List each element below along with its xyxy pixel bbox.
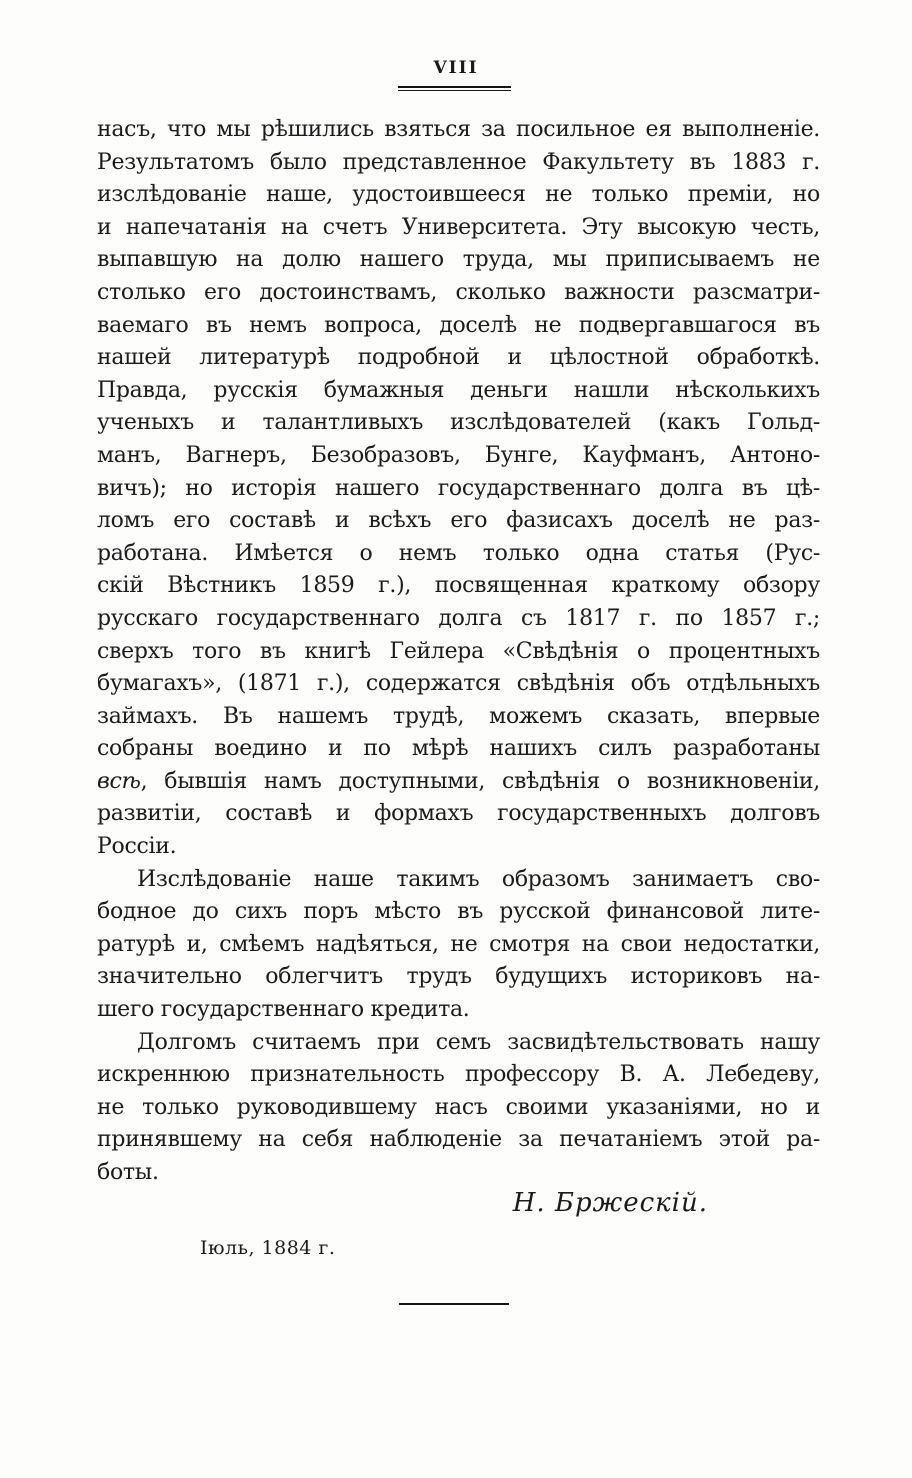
header-rule xyxy=(398,86,511,91)
text-line: сверхъ того въ книгѣ Гейлера «Свѣдѣнія о процентныхъ xyxy=(97,638,820,664)
text-line: и напечатанія на счетъ Университета. Эту высокую честь, xyxy=(97,214,820,240)
text-line: собраны воедино и по мѣрѣ нашихъ силъ разработаны xyxy=(97,736,820,762)
text-line: нашей литературѣ подробной и цѣлостной обработкѣ. xyxy=(97,345,820,371)
text-line: ученыхъ и талантливыхъ изслѣдователей (какъ Гольд- xyxy=(97,410,820,436)
text-line: столько его достоинствамъ, сколько важности разсматри- xyxy=(97,279,820,305)
text-line: искреннюю признательность профессору В. А. Лебедеву, xyxy=(97,1062,820,1088)
text-line-rest: , бывшія намъ доступными, свѣдѣнія о возникновеніи, xyxy=(140,768,820,794)
text-line: ратурѣ и, смѣемъ надѣяться, не смотря на свои недостатки, xyxy=(97,931,820,957)
text-line: не только руководившему насъ своими указаніями, но и xyxy=(97,1094,820,1120)
footer-rule xyxy=(399,1303,509,1305)
text-line: выпавшую на долю нашего труда, мы приписываемъ не xyxy=(97,247,820,273)
body-text xyxy=(97,114,820,1190)
text-line: боты. xyxy=(97,1160,159,1185)
page-number: VIII xyxy=(433,58,479,78)
text-line: ваемаго въ немъ вопроса, доселѣ не подвергавшагося въ xyxy=(97,312,820,338)
text-line: русскаго государственнаго долга съ 1817 г. по 1857 г.; xyxy=(97,605,820,631)
text-line: Правда, русскія бумажныя деньги нашли нѣсколькихъ xyxy=(97,377,820,403)
text-line: вичъ); но исторія нашего государственнаго долга въ цѣ- xyxy=(97,475,820,501)
publication-date: Іюль, 1884 г. xyxy=(200,1237,336,1259)
text-line: изслѣдованіе наше, удостоившееся не только преміи, но xyxy=(97,182,820,208)
text-line: значительно облегчитъ трудъ будущихъ историковъ на- xyxy=(97,964,820,990)
text-line: шего государственнаго кредита. xyxy=(97,997,470,1023)
text-line: принявшему на себя наблюденіе за печатаніемъ этой ра- xyxy=(97,1127,820,1153)
text-line xyxy=(97,766,820,799)
text-line: бумагахъ», (1871 г.), содержатся свѣдѣнія объ отдѣльныхъ xyxy=(97,671,820,697)
text-line: развитіи, составѣ и формахъ государственныхъ долговъ xyxy=(97,801,820,827)
text-line: бодное до сихъ поръ мѣсто въ русской финансовой лите- xyxy=(97,899,820,925)
text-line: насъ, что мы рѣшились взяться за посильное ея выполненіе. xyxy=(97,117,820,142)
author-signature: Н. Бржескій. xyxy=(512,1188,708,1218)
text-line: Результатомъ было представленное Факультету въ 1883 г. xyxy=(97,149,820,175)
text-line: манъ, Вагнеръ, Безобразовъ, Бунге, Кауфманъ, Антоно- xyxy=(97,442,820,468)
text-line: займахъ. Въ нашемъ трудѣ, можемъ сказать, впервые xyxy=(97,703,820,729)
text-line: Россіи. xyxy=(97,834,177,860)
emphasized-word: всѣ xyxy=(97,768,141,794)
text-line: Долгомъ считаемъ при семъ засвидѣтельствовать нашу xyxy=(137,1029,820,1055)
text-line: скій Вѣстникъ 1859 г.), посвященная краткому обзору xyxy=(97,573,820,599)
text-line: ломъ его составѣ и всѣхъ его фазисахъ доселѣ не раз- xyxy=(97,508,820,534)
text-line: Изслѣдованіе наше такимъ образомъ занимаетъ сво- xyxy=(137,866,820,892)
text-line: работана. Имѣется о немъ только одна статья (Рус- xyxy=(97,540,820,566)
